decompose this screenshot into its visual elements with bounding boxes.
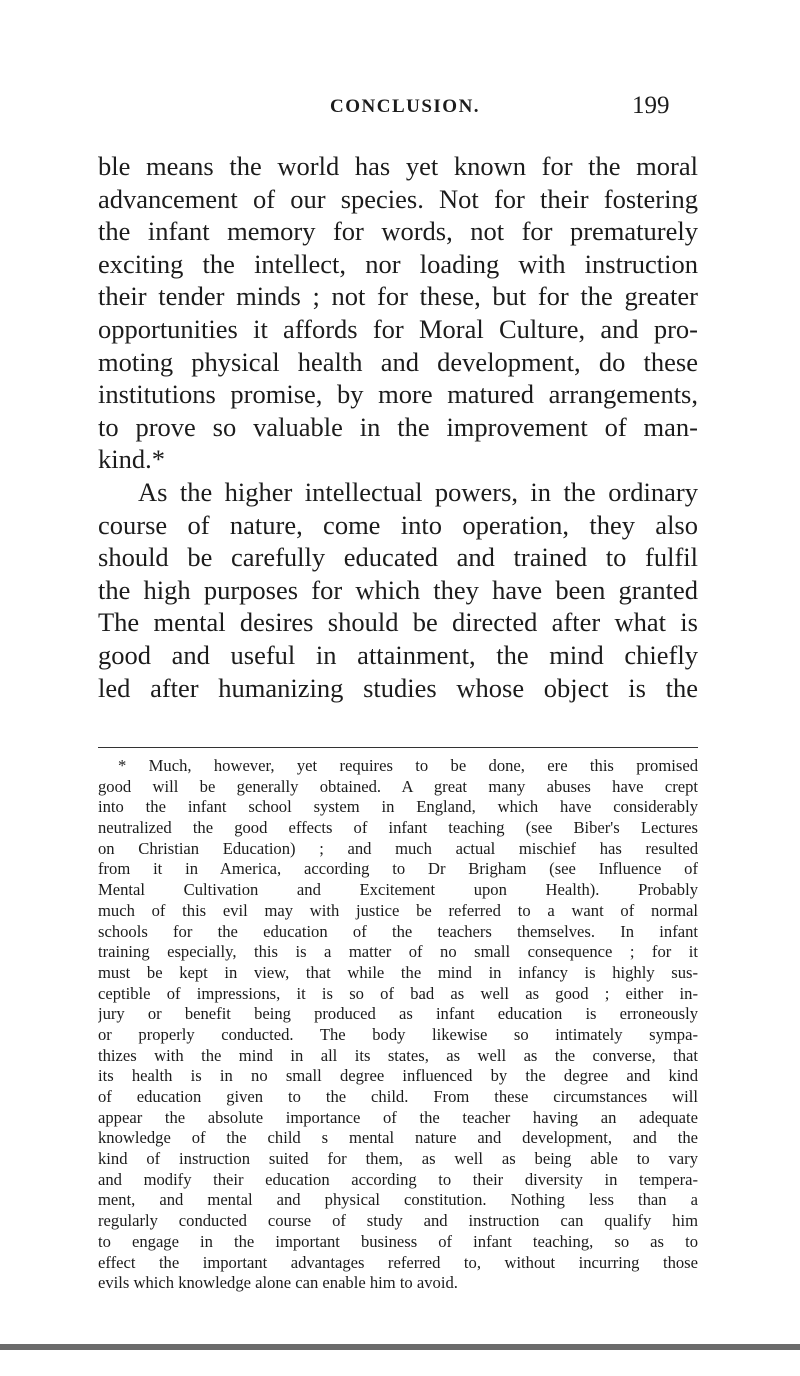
body-line: opportunities it affords for Moral Culture, and pro- bbox=[98, 313, 698, 344]
scan-edge-band bbox=[0, 1344, 800, 1350]
footnote-line: kind of instruction suited for them, as well as being able to vary bbox=[98, 1149, 698, 1169]
body-line: ble means the world has yet known for the moral bbox=[98, 151, 698, 181]
footnote-line: of education given to the child. From these circumstances will bbox=[98, 1087, 698, 1106]
footnote-line: evils which knowledge alone can enable him to avoid. bbox=[98, 1273, 458, 1293]
body-line: kind.* bbox=[98, 444, 165, 475]
footnote-line: on Christian Education) ; and much actual mischief has resulted bbox=[98, 838, 698, 858]
footnote-line: effect the important advantages referred to, without incurring those bbox=[98, 1252, 698, 1272]
footnote-line: into the infant school system in England, which have considerably bbox=[98, 797, 698, 817]
footnote-line: ment, and mental and physical constitution. Nothing less than a bbox=[98, 1190, 698, 1210]
body-line: moting physical health and development, do these bbox=[98, 346, 698, 377]
footnote-line: good will be generally obtained. A great many abuses have crept bbox=[98, 776, 698, 796]
body-text bbox=[98, 150, 698, 704]
footnote-line: jury or benefit being produced as infant education is erroneously bbox=[98, 1004, 698, 1024]
footnote-line: to engage in the important business of infant teaching, so as to bbox=[98, 1231, 698, 1251]
footnote-line: from it in America, according to Dr Brigham (see Influence of bbox=[98, 859, 698, 879]
footnote-line: training especially, this is a matter of no small consequence ; for it bbox=[98, 942, 698, 962]
footnote-separator bbox=[98, 747, 698, 748]
footnote-line: appear the absolute importance of the teacher having an adequate bbox=[98, 1107, 698, 1127]
footnote-line: knowledge of the child s mental nature and development, and the bbox=[98, 1128, 698, 1148]
body-line: should be carefully educated and trained to fulfil bbox=[98, 542, 698, 573]
footnote-line: much of this evil may with justice be referred to a want of normal bbox=[98, 900, 698, 920]
body-line: institutions promise, by more matured arrangements, bbox=[98, 379, 698, 410]
footnote-line: must be kept in view, that while the mind in infancy is highly sus- bbox=[98, 962, 698, 982]
body-line: The mental desires should be directed after what is bbox=[98, 607, 698, 638]
page-header bbox=[0, 92, 800, 132]
footnote-line: ceptible of impressions, it is so of bad as well as good ; either in- bbox=[98, 983, 698, 1003]
footnote-line: thizes with the mind in all its states, as well as the converse, that bbox=[98, 1045, 698, 1065]
footnote-line: or properly conducted. The body likewise so intimately sympa- bbox=[98, 1024, 698, 1044]
body-line: As the higher intellectual powers, in the ordinary bbox=[138, 476, 698, 507]
body-line: exciting the intellect, nor loading with instruction bbox=[98, 248, 698, 279]
page-number: 199 bbox=[632, 92, 670, 119]
running-head: CONCLUSION. bbox=[330, 96, 481, 117]
body-line: good and useful in attainment, the mind chiefly bbox=[98, 639, 698, 670]
body-line: the high purposes for which they have been granted bbox=[98, 574, 698, 605]
body-line: advancement of our species. Not for their fostering bbox=[98, 183, 698, 214]
footnote-line: and modify their education according to their diversity in tempera- bbox=[98, 1169, 698, 1189]
footnote-line: its health is in no small degree influenced by the degree and kind bbox=[98, 1066, 698, 1086]
body-line: course of nature, come into operation, they also bbox=[98, 509, 698, 540]
body-line: led after humanizing studies whose object is the bbox=[98, 672, 698, 703]
body-line: the infant memory for words, not for prematurely bbox=[98, 216, 698, 247]
body-line: their tender minds ; not for these, but for the greater bbox=[98, 281, 698, 312]
footnote-line: Mental Cultivation and Excitement upon Health). Probably bbox=[98, 880, 698, 900]
footnote-line: neutralized the good effects of infant teaching (see Biber's Lectures bbox=[98, 818, 698, 838]
body-line: to prove so valuable in the improvement of man- bbox=[98, 411, 698, 442]
footnote-line: schools for the education of the teachers themselves. In infant bbox=[98, 921, 698, 941]
footnote-line: regularly conducted course of study and instruction can qualify him bbox=[98, 1211, 698, 1231]
footnote-line: * Much, however, yet requires to be done, ere this promised bbox=[118, 756, 698, 775]
footnote bbox=[98, 756, 698, 1294]
